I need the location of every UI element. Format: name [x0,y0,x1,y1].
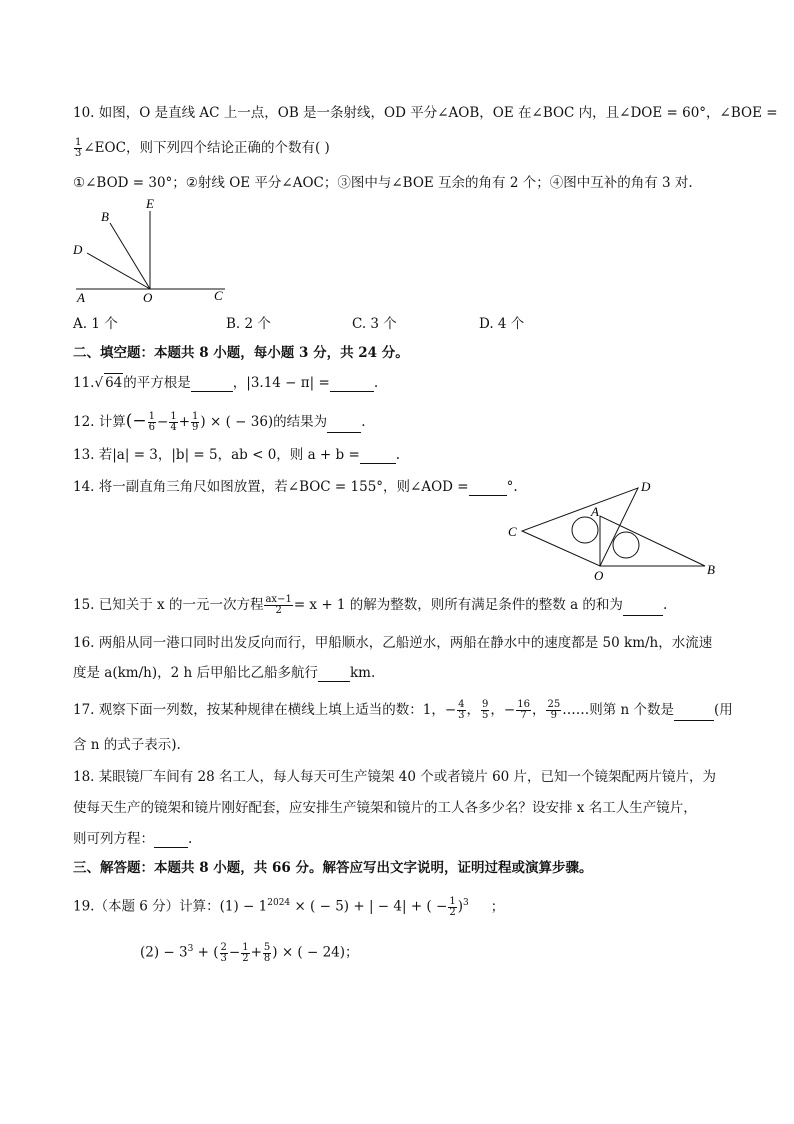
q17-line1: 17. 观察下面一列数，按某种规律在横线上填上适当的数：1，− $\frac{4}{3}$ ， $\frac{9}{5}$ ，− $\frac{16}{7}$ ， $\frac{25}{9}$ ……则第 n 个数是 (用 [73,699,733,721]
q15: 15. 已知关于 x 的一元一次方程 $\frac{ax-1}{2}$ = x + 1 的解为整数，则所有满足条件的整数 a 的和为 . [73,594,668,616]
q18-line3: 则可列方程： . [73,831,193,847]
q14: 14. 将一副直角三角尺如图放置，若∠BOC = 155°，则∠AOD = °. [73,479,518,495]
ray-OD [87,253,150,289]
q11: 11.√ 64的平方根是 ，|3.14 − π| = . [73,375,379,391]
option-c: C. 3 个 [352,316,397,332]
answer-blank[interactable] [623,601,663,616]
label-A: A [591,504,599,519]
label-C: C [214,288,223,303]
q12: 12. 计算(− $\frac{1}{6}$ − $\frac{1}{4}$ + $\frac{1}{9}$ ) × ( − 36)的结果为 . [73,411,366,433]
triangle-2 [600,516,705,566]
label-O: O [594,568,604,583]
label-E: E [146,196,154,211]
label-A: A [77,290,85,305]
section-3-heading: 三、解答题：本题共 8 小题，共 66 分。解答应写出文字说明，证明过程或演算步骤。 [73,860,593,876]
triangle-1 [522,488,638,566]
q10-line1: 10. 如图，O 是直线 AC 上一点，OB 是一条射线，OD 平分∠AOB，OE 在∠BOC 内，且∠DOE = 60°，∠BOE = [73,105,778,121]
option-d: D. 4 个 [479,316,525,332]
label-C: C [508,524,517,539]
option-a: A. 1 个 [73,316,118,332]
label-D: D [641,479,651,494]
section-2-heading: 二、填空题：本题共 8 小题，每小题 3 分，共 24 分。 [73,345,409,361]
answer-blank[interactable] [191,377,233,392]
answer-blank[interactable] [674,706,714,721]
q19-part2: $(2) - 3^3$ + ( $\frac{2}{3}$ − $\frac{1}{2}$ + $\frac{5}{8}$ ) × ( − 24)； [140,941,359,964]
circle-1 [572,517,598,543]
q14-figure [500,476,730,586]
q10-line2: $\frac{1}{3}$ ∠EOC，则下列四个结论正确的个数有( ) [75,137,330,159]
label-O: O [143,290,153,305]
circle-2 [613,532,639,558]
q16-line2: 度是 a(km/h)，2 h 后甲船比乙船多航行 km. [73,665,376,681]
answer-blank[interactable] [318,667,350,682]
ray-OB [110,223,150,289]
answer-blank[interactable] [327,418,361,433]
q13: 13. 若|a| = 3，|b| = 5，ab < 0，则 a + b = . [73,447,401,463]
q18-line2: 使每天生产的镜架和镜片刚好配套，应安排生产镜架和镜片的工人各多少名？设安排 x 名工人生产镜片， [73,800,697,816]
label-B: B [101,209,109,224]
q19-part1: 19.（本题 6 分）计算：$(1) - 1^{2024}$ × ( − 5) + | − 4| + ( − $\frac{1}{2}$ )$^3$ ； [73,895,505,918]
answer-blank[interactable] [330,377,374,392]
answer-blank[interactable] [154,833,188,848]
q17-line2: 含 n 的式子表示). [73,737,181,753]
q10-line3: ①∠BOD = 30°；②射线 OE 平分∠AOC；③图中与∠BOE 互余的角有 2 个；④图中互补的角有 3 对. [73,175,693,191]
label-D: D [73,242,83,257]
label-B: B [707,562,715,577]
q10-figure [70,196,240,308]
q16-line1: 16. 两船从同一港口同时出发反向而行，甲船顺水，乙船逆水，两船在静水中的速度都是 50 km/h，水流速 [73,635,713,651]
answer-blank[interactable] [360,449,396,464]
fraction: $\frac{1}{3}$ [75,137,82,159]
q18-line1: 18. 某眼镜厂车间有 28 名工人，每人每天可生产镜架 40 个或者镜片 60 片，已知一个镜架配两片镜片，为 [73,769,717,785]
option-b: B. 2 个 [226,316,271,332]
